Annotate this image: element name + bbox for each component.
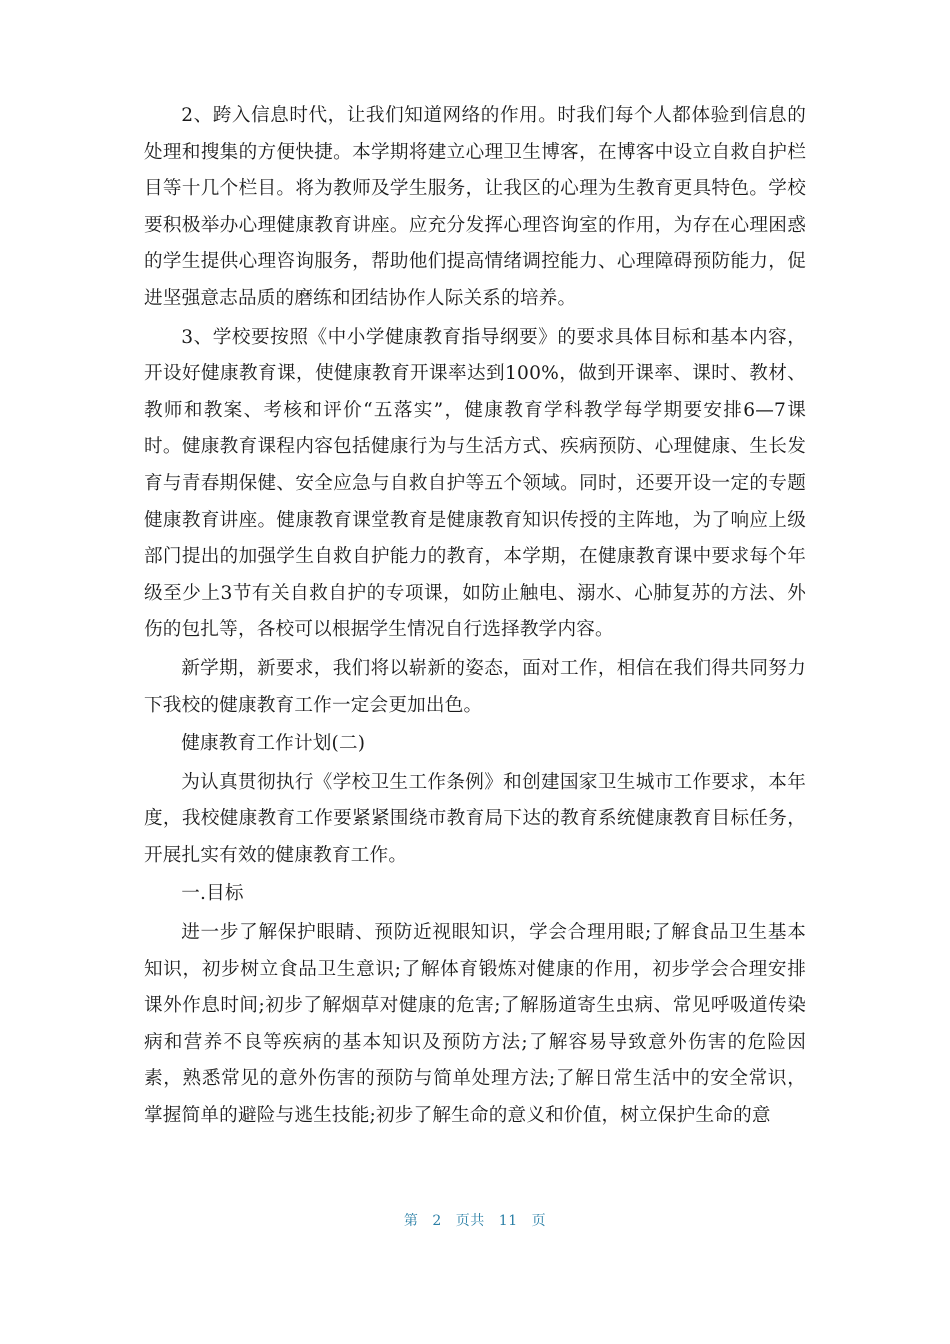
paragraph-goals: 进一步了解保护眼睛、预防近视眼知识，学会合理用眼;了解食品卫生基本知识，初步树立食品卫生意识;了解体育锻炼对健康的作用，初步学会合理安排课外作息时间;初步了解烟草对健康的危害;了解肠道寄生虫病、常见呼吸道传染病和营养不良等疾病的基本知识及预防方法;了解容易导致意外伤害的危险因素，熟悉常见的意外伤害的预防与简单处理方法;了解日常生活中的安全常识，掌握简单的避险与逃生技能;初步了解生命的意义和价值，树立保护生命的意: [144, 922, 806, 1127]
footer-middle: 页共: [455, 1213, 485, 1229]
section-heading-plan-two: 健康教育工作计划(二): [181, 733, 366, 755]
paragraph-new-semester: 新学期，新要求，我们将以崭新的姿态，面对工作，相信在我们得共同努力下我校的健康教育工作一定会更加出色。: [144, 657, 806, 716]
paragraph-intro-plan-two: 为认真贯彻执行《学校卫生工作条例》和创建国家卫生城市工作要求，本年度，我校健康教育工作要紧紧围绕市教育局下达的教育系统健康教育目标任务，开展扎实有效的健康教育工作。: [144, 771, 806, 866]
page-footer: [0, 1210, 950, 1230]
footer-total-pages: 11: [498, 1213, 518, 1229]
footer-current-page: 2: [432, 1213, 442, 1229]
section-heading-goals: 一.目标: [181, 883, 244, 905]
paragraph-item-2-network: 2、跨入信息时代，让我们知道网络的作用。时我们每个人都体验到信息的处理和搜集的方便快捷。本学期将建立心理卫生博客，在博客中设立自救自护栏目等十几个栏目。将为教师及学生服务，让我区的心理为生教育更具特色。学校要积极举办心理健康教育讲座。应充分发挥心理咨询室的作用，为存在心理困惑的学生提供心理咨询服务，帮助他们提高情绪调控能力、心理障碍预防能力，促进坚强意志品质的磨练和团结协作人际关系的培养。: [144, 105, 806, 309]
footer-suffix: 页: [531, 1213, 547, 1229]
paragraph-item-3-curriculum: 3、学校要按照《中小学健康教育指导纲要》的要求具体目标和基本内容，开设好健康教育课，使健康教育开课率达到100%，做到开课率、课时、教材、教师和教案、考核和评价“五落实”，健康教育学科教学每学期要安排6—7课时。健康教育课程内容包括健康行为与生活方式、疾病预防、心理健康、生长发育与青春期保健、安全应急与自救自护等五个领域。同时，还要开设一定的专题健康教育讲座。健康教育课堂教育是健康教育知识传授的主阵地，为了响应上级部门提出的加强学生自救自护能力的教育，本学期，在健康教育课中要求每个年级至少上3节有关自救自护的专项课，如防止触电、溺水、心肺复苏的方法、外伤的包扎等，各校可以根据学生情况自行选择教学内容。: [144, 326, 806, 641]
document-body: [144, 98, 806, 1137]
footer-prefix: 第: [403, 1213, 419, 1229]
